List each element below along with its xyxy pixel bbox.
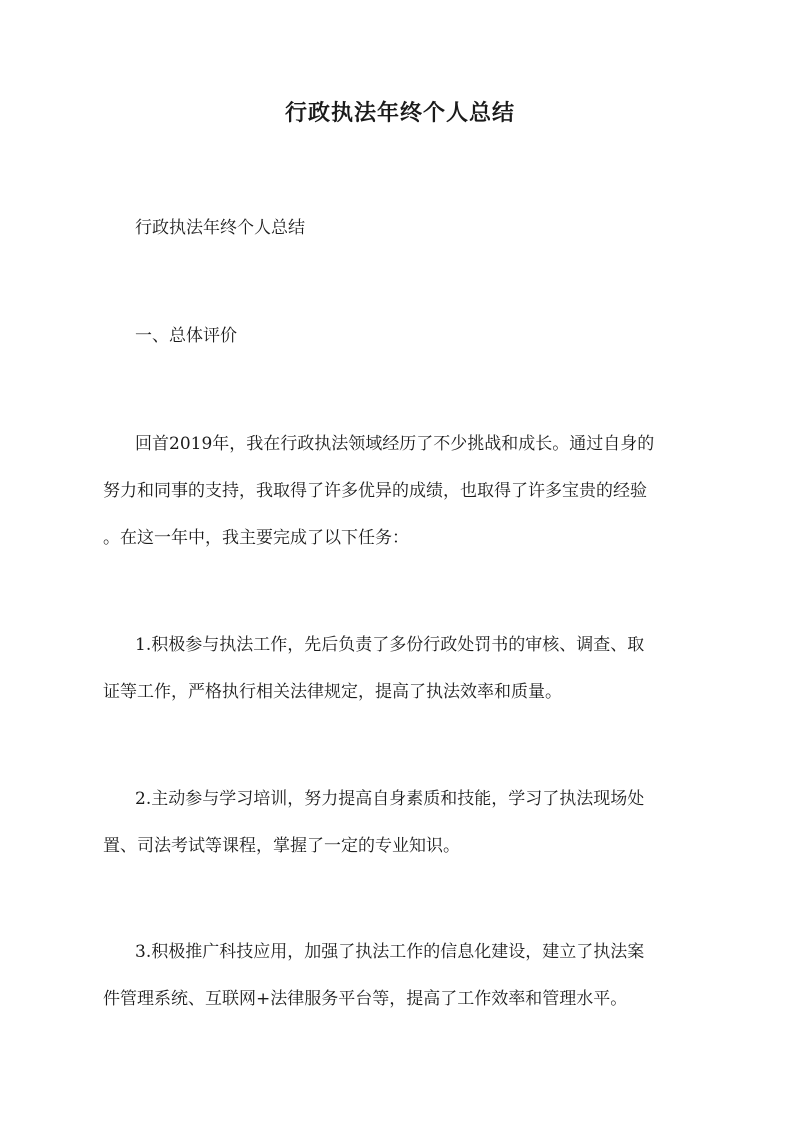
intro-paragraph — [103, 421, 707, 562]
paragraph-line: 1.积极参与执法工作，先后负责了多份行政处罚书的审核、调查、取 — [135, 635, 645, 655]
paragraph-line: 证等工作，严格执行相关法律规定，提高了执法效率和质量。 — [103, 682, 562, 702]
subtitle-paragraph — [135, 205, 707, 252]
document-title: 行政执法年终个人总结 — [284, 100, 515, 126]
paragraph-line: 回首2019年，我在行政执法领域经历了不少挑战和成长。通过自身的 — [135, 434, 655, 454]
paragraph-line: 件管理系统、互联网+法律服务平台等，提高了工作效率和管理水平。 — [103, 989, 628, 1009]
section-heading — [135, 313, 707, 360]
list-item-2 — [103, 776, 707, 870]
paragraph-line: 3.积极推广科技应用，加强了执法工作的信息化建设，建立了执法案 — [135, 942, 645, 962]
paragraph-line: 置、司法考试等课程，掌握了一定的专业知识。 — [103, 836, 460, 856]
paragraph-line: 2.主动参与学习培训，努力提高自身素质和技能，学习了执法现场处 — [135, 789, 645, 809]
paragraph-line: 一、总体评价 — [135, 326, 237, 346]
paragraph-line: 努力和同事的支持，我取得了许多优异的成绩，也取得了许多宝贵的经验 — [103, 481, 647, 501]
paragraph-line: 。在这一年中，我主要完成了以下任务： — [103, 528, 409, 548]
list-item-3 — [103, 929, 707, 1023]
paragraph-line: 行政执法年终个人总结 — [135, 218, 305, 238]
list-item-1 — [103, 622, 707, 716]
